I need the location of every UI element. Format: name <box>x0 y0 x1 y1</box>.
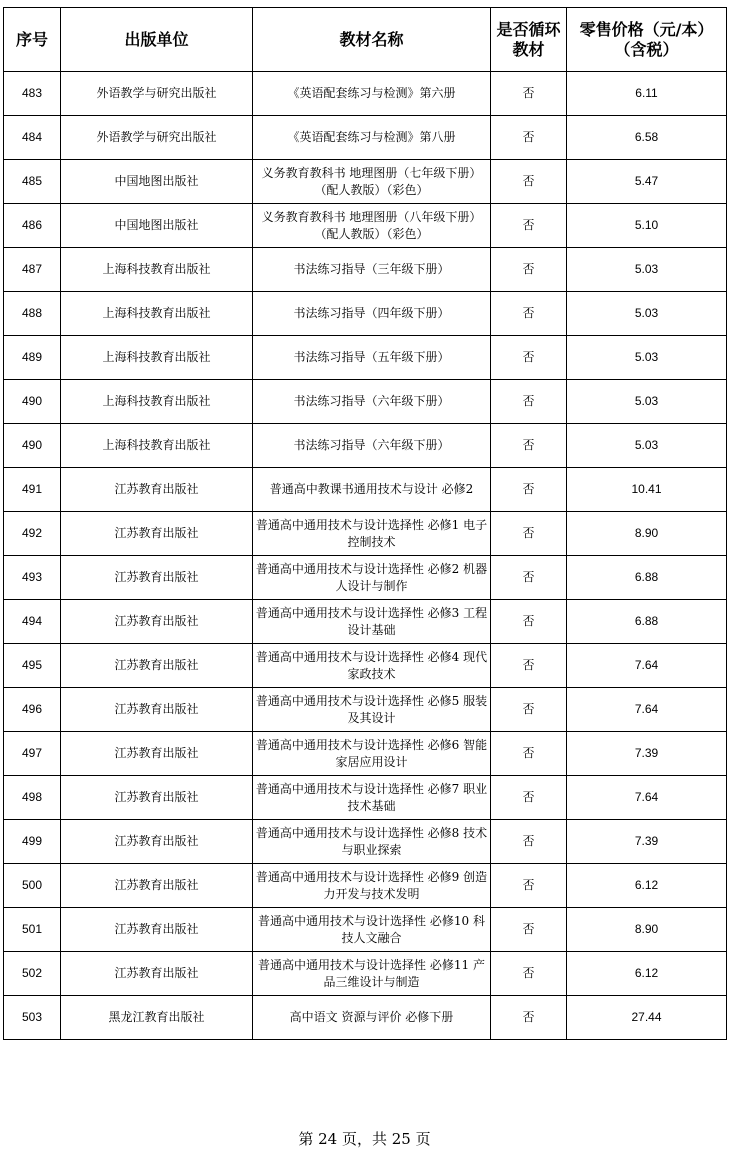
cell-no: 494 <box>4 600 61 644</box>
textbook-price-table <box>3 7 727 1040</box>
table-row <box>4 996 727 1040</box>
cell-publisher: 江苏教育出版社 <box>61 556 253 600</box>
cell-no: 501 <box>4 908 61 952</box>
cell-no: 489 <box>4 336 61 380</box>
cell-price: 7.39 <box>567 732 727 776</box>
cell-publisher: 江苏教育出版社 <box>61 644 253 688</box>
cell-recycled: 否 <box>491 336 567 380</box>
cell-publisher: 江苏教育出版社 <box>61 688 253 732</box>
cell-publisher: 江苏教育出版社 <box>61 952 253 996</box>
cell-publisher: 上海科技教育出版社 <box>61 380 253 424</box>
cell-publisher: 江苏教育出版社 <box>61 600 253 644</box>
page-number-footer: 第 24 页，共 25 页 <box>298 1130 431 1148</box>
cell-recycled: 否 <box>491 160 567 204</box>
cell-title: 普通高中通用技术与设计选择性 必修7 职业技术基础 <box>253 776 491 820</box>
cell-no: 496 <box>4 688 61 732</box>
cell-title: 书法练习指导（六年级下册） <box>253 424 491 468</box>
cell-publisher: 江苏教育出版社 <box>61 732 253 776</box>
cell-price: 7.64 <box>567 776 727 820</box>
cell-price: 6.88 <box>567 600 727 644</box>
cell-title: 高中语文 资源与评价 必修下册 <box>253 996 491 1040</box>
table-row <box>4 644 727 688</box>
cell-price: 8.90 <box>567 512 727 556</box>
cell-publisher: 外语教学与研究出版社 <box>61 72 253 116</box>
cell-title: 义务教育教科书 地理图册（八年级下册）（配人教版）（彩色） <box>253 204 491 248</box>
table-body <box>4 72 727 1040</box>
header-no: 序号 <box>4 8 61 72</box>
table-row <box>4 72 727 116</box>
cell-title: 书法练习指导（四年级下册） <box>253 292 491 336</box>
cell-recycled: 否 <box>491 776 567 820</box>
cell-no: 497 <box>4 732 61 776</box>
table-row <box>4 116 727 160</box>
cell-price: 6.12 <box>567 864 727 908</box>
cell-publisher: 中国地图出版社 <box>61 160 253 204</box>
cell-price: 6.11 <box>567 72 727 116</box>
cell-price: 5.10 <box>567 204 727 248</box>
cell-title: 普通高中通用技术与设计选择性 必修1 电子控制技术 <box>253 512 491 556</box>
cell-price: 7.64 <box>567 688 727 732</box>
cell-price: 5.03 <box>567 336 727 380</box>
cell-title: 书法练习指导（三年级下册） <box>253 248 491 292</box>
cell-price: 6.12 <box>567 952 727 996</box>
cell-title: 普通高中通用技术与设计选择性 必修5 服装及其设计 <box>253 688 491 732</box>
cell-no: 495 <box>4 644 61 688</box>
cell-no: 486 <box>4 204 61 248</box>
cell-recycled: 否 <box>491 688 567 732</box>
cell-publisher: 江苏教育出版社 <box>61 512 253 556</box>
table-row <box>4 512 727 556</box>
cell-no: 483 <box>4 72 61 116</box>
cell-recycled: 否 <box>491 996 567 1040</box>
cell-no: 493 <box>4 556 61 600</box>
table-header-row <box>4 8 727 72</box>
table-row <box>4 556 727 600</box>
cell-no: 485 <box>4 160 61 204</box>
cell-recycled: 否 <box>491 952 567 996</box>
cell-title: 普通高中通用技术与设计选择性 必修4 现代家政技术 <box>253 644 491 688</box>
cell-no: 499 <box>4 820 61 864</box>
cell-recycled: 否 <box>491 732 567 776</box>
cell-price: 7.39 <box>567 820 727 864</box>
cell-price: 5.47 <box>567 160 727 204</box>
cell-recycled: 否 <box>491 644 567 688</box>
cell-recycled: 否 <box>491 600 567 644</box>
cell-publisher: 江苏教育出版社 <box>61 820 253 864</box>
cell-no: 492 <box>4 512 61 556</box>
cell-no: 490 <box>4 380 61 424</box>
table-row <box>4 160 727 204</box>
cell-publisher: 上海科技教育出版社 <box>61 248 253 292</box>
cell-title: 普通高中通用技术与设计选择性 必修8 技术与职业探索 <box>253 820 491 864</box>
table-row <box>4 424 727 468</box>
cell-recycled: 否 <box>491 72 567 116</box>
cell-title: 普通高中通用技术与设计选择性 必修9 创造力开发与技术发明 <box>253 864 491 908</box>
cell-price: 5.03 <box>567 248 727 292</box>
cell-title: 普通高中通用技术与设计选择性 必修3 工程设计基础 <box>253 600 491 644</box>
cell-recycled: 否 <box>491 380 567 424</box>
cell-recycled: 否 <box>491 908 567 952</box>
cell-price: 27.44 <box>567 996 727 1040</box>
cell-title: 《英语配套练习与检测》第八册 <box>253 116 491 160</box>
table-row <box>4 820 727 864</box>
cell-title: 普通高中通用技术与设计选择性 必修10 科技人文融合 <box>253 908 491 952</box>
cell-recycled: 否 <box>491 512 567 556</box>
cell-title: 普通高中通用技术与设计选择性 必修11 产品三维设计与制造 <box>253 952 491 996</box>
cell-publisher: 上海科技教育出版社 <box>61 336 253 380</box>
cell-no: 498 <box>4 776 61 820</box>
cell-price: 5.03 <box>567 424 727 468</box>
cell-price: 8.90 <box>567 908 727 952</box>
header-publisher: 出版单位 <box>61 8 253 72</box>
cell-publisher: 江苏教育出版社 <box>61 864 253 908</box>
table-row <box>4 600 727 644</box>
cell-publisher: 江苏教育出版社 <box>61 776 253 820</box>
cell-price: 6.88 <box>567 556 727 600</box>
table-row <box>4 864 727 908</box>
cell-no: 491 <box>4 468 61 512</box>
cell-publisher: 中国地图出版社 <box>61 204 253 248</box>
cell-title: 书法练习指导（五年级下册） <box>253 336 491 380</box>
cell-recycled: 否 <box>491 116 567 160</box>
table-row <box>4 336 727 380</box>
cell-publisher: 上海科技教育出版社 <box>61 424 253 468</box>
cell-recycled: 否 <box>491 204 567 248</box>
cell-title: 《英语配套练习与检测》第六册 <box>253 72 491 116</box>
cell-title: 普通高中通用技术与设计选择性 必修2 机器人设计与制作 <box>253 556 491 600</box>
cell-publisher: 外语教学与研究出版社 <box>61 116 253 160</box>
table-row <box>4 776 727 820</box>
cell-recycled: 否 <box>491 248 567 292</box>
cell-publisher: 江苏教育出版社 <box>61 468 253 512</box>
table-row <box>4 292 727 336</box>
cell-title: 普通高中通用技术与设计选择性 必修6 智能家居应用设计 <box>253 732 491 776</box>
cell-no: 487 <box>4 248 61 292</box>
cell-publisher: 江苏教育出版社 <box>61 908 253 952</box>
table-row <box>4 952 727 996</box>
cell-price: 6.58 <box>567 116 727 160</box>
table-row <box>4 908 727 952</box>
cell-price: 5.03 <box>567 380 727 424</box>
cell-price: 10.41 <box>567 468 727 512</box>
table-row <box>4 204 727 248</box>
header-price: 零售价格（元/本）（含税） <box>567 8 727 72</box>
cell-price: 7.64 <box>567 644 727 688</box>
header-title: 教材名称 <box>253 8 491 72</box>
cell-recycled: 否 <box>491 820 567 864</box>
cell-publisher: 黑龙江教育出版社 <box>61 996 253 1040</box>
table-row <box>4 468 727 512</box>
cell-price: 5.03 <box>567 292 727 336</box>
cell-no: 490 <box>4 424 61 468</box>
cell-title: 书法练习指导（六年级下册） <box>253 380 491 424</box>
cell-no: 500 <box>4 864 61 908</box>
cell-recycled: 否 <box>491 424 567 468</box>
cell-no: 503 <box>4 996 61 1040</box>
cell-recycled: 否 <box>491 864 567 908</box>
cell-recycled: 否 <box>491 556 567 600</box>
table-row <box>4 248 727 292</box>
header-recycled: 是否循环教材 <box>491 8 567 72</box>
cell-no: 502 <box>4 952 61 996</box>
table-row <box>4 688 727 732</box>
cell-title: 义务教育教科书 地理图册（七年级下册）（配人教版）（彩色） <box>253 160 491 204</box>
cell-publisher: 上海科技教育出版社 <box>61 292 253 336</box>
table-row <box>4 732 727 776</box>
cell-no: 484 <box>4 116 61 160</box>
cell-recycled: 否 <box>491 292 567 336</box>
cell-title: 普通高中教课书通用技术与设计 必修2 <box>253 468 491 512</box>
table-row <box>4 380 727 424</box>
cell-no: 488 <box>4 292 61 336</box>
cell-recycled: 否 <box>491 468 567 512</box>
